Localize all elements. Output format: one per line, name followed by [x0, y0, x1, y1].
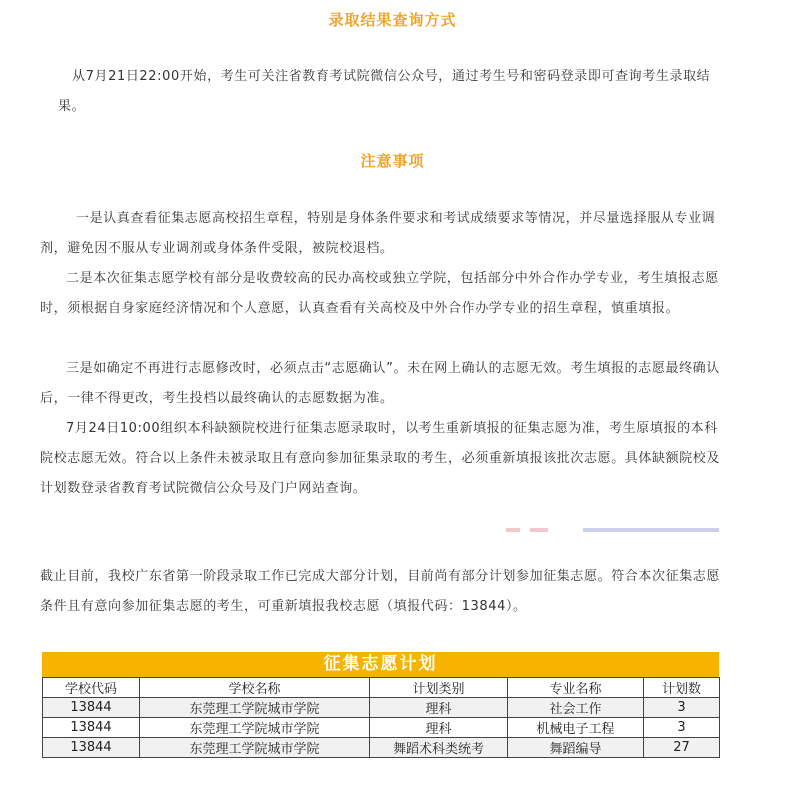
notice-paragraph: 截止目前，我校广东省第一阶段录取工作已完成大部分计划，目前尚有部分计划参加征集志愿。符合本次征集志愿条件且有意向参加征集志愿的考生，可重新填报我校志愿（填报代码：13844）。 — [40, 569, 721, 614]
plan-count-cell: 3 — [644, 698, 720, 718]
plan-count-cell: 27 — [644, 738, 720, 758]
plan-table — [42, 677, 720, 758]
note-item-3: 三是如确定不再进行志愿修改时，必须点击“志愿确认”。未在网上确认的志愿无效。考生填报的志愿最终确认后，一律不得更改，考生投档以最终确认的志愿数据为准。 — [40, 361, 720, 406]
school-code-cell: 13844 — [43, 738, 140, 758]
note-item-1: 一是认真查看征集志愿高校招生章程，特别是身体条件要求和考试成绩要求等情况，并尽量选择服从专业调剂，避免因不服从专业调剂或身体条件受限，被院校退档。 — [40, 211, 716, 256]
table-row — [43, 738, 720, 758]
column-header: 计划数 — [644, 678, 720, 698]
note-item-2: 二是本次征集志愿学校有部分是收费较高的民办高校或独立学院，包括部分中外合作办学专业，考生填报志愿时，须根据自身家庭经济情况和个人意愿，认真查看有关高校及中外合作办学专业的招生章程，慎重填报。 — [40, 271, 719, 316]
major-name-cell: 社会工作 — [508, 698, 644, 718]
school-name-cell: 东莞理工学院城市学院 — [140, 738, 370, 758]
column-header: 学校代码 — [43, 678, 140, 698]
divider-decoration — [506, 528, 520, 532]
school-code-cell: 13844 — [43, 698, 140, 718]
column-header: 学校名称 — [140, 678, 370, 698]
divider-decoration — [530, 528, 548, 532]
plan-category-cell: 舞蹈术科类统考 — [370, 738, 508, 758]
table-header-row — [43, 678, 720, 698]
school-name-cell: 东莞理工学院城市学院 — [140, 718, 370, 738]
section-title-query: 录取结果查询方式 — [328, 11, 457, 29]
table-row — [43, 718, 720, 738]
query-paragraph: 从7月21日22:00开始，考生可关注省教育考试院微信公众号，通过考生号和密码登录即可查询考生录取结果。 — [58, 69, 711, 114]
major-name-cell: 舞蹈编导 — [508, 738, 644, 758]
plan-count-cell: 3 — [644, 718, 720, 738]
plan-category-cell: 理科 — [370, 698, 508, 718]
school-code-cell: 13844 — [43, 718, 140, 738]
plan-category-cell: 理科 — [370, 718, 508, 738]
plan-table-title: 征集志愿计划 — [42, 652, 719, 677]
plan-table-container — [42, 652, 719, 758]
divider-decoration — [583, 528, 719, 532]
table-row — [43, 698, 720, 718]
major-name-cell: 机械电子工程 — [508, 718, 644, 738]
school-name-cell: 东莞理工学院城市学院 — [140, 698, 370, 718]
column-header: 计划类别 — [370, 678, 508, 698]
note-item-4: 7月24日10:00组织本科缺额院校进行征集志愿录取时，以考生重新填报的征集志愿为准，考生原填报的本科院校志愿无效。符合以上条件未被录取且有意向参加征集录取的考生，必须重新填报该批次志愿。具体缺额院校及计划数登录省教育考试院微信公众号及门户网站查询。 — [40, 421, 721, 496]
section-title-notes: 注意事项 — [360, 152, 425, 170]
column-header: 专业名称 — [508, 678, 644, 698]
